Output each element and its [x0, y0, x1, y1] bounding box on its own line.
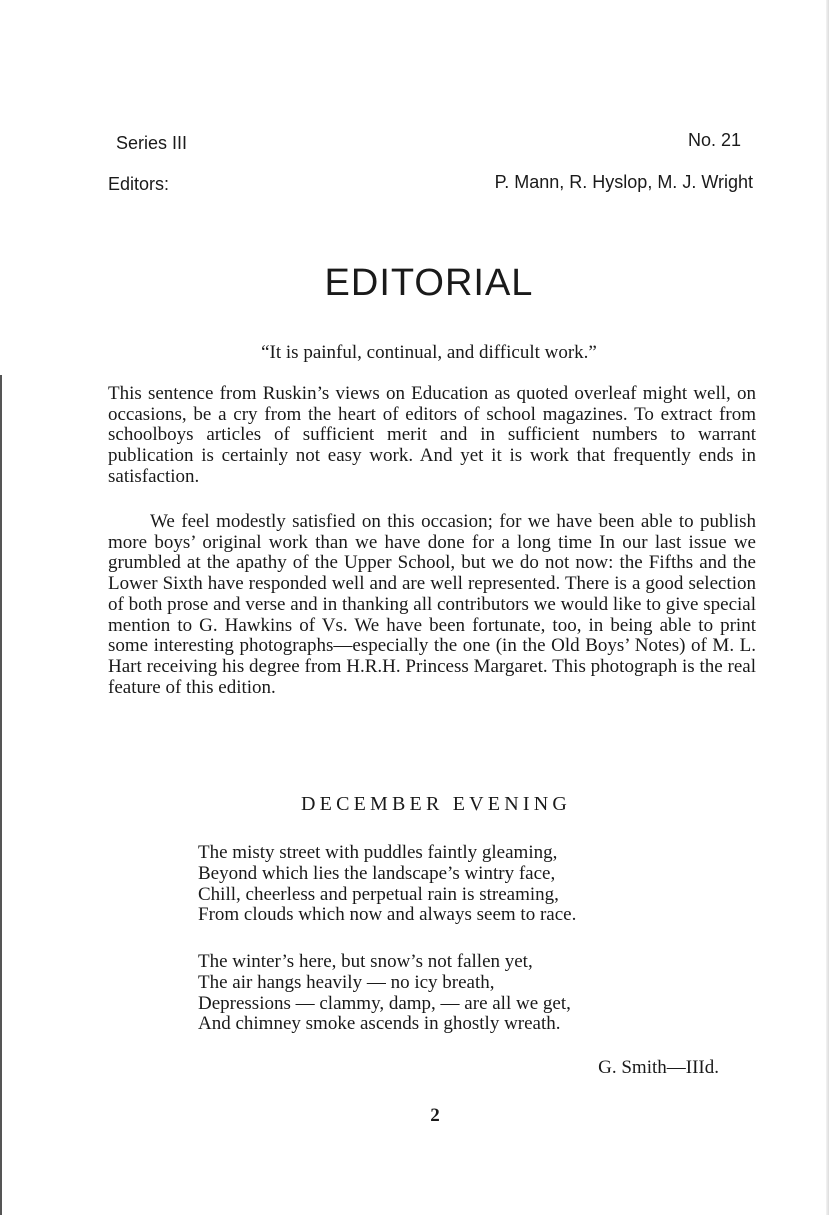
- poem-line: The air hangs heavily — no icy breath,: [198, 971, 495, 993]
- poem-stanza-1: [198, 843, 576, 926]
- editorial-quote: “It is painful, continual, and difficult work.”: [261, 342, 597, 363]
- poem-author: G. Smith—IIId.: [598, 1057, 719, 1078]
- editorial-title: EDITORIAL: [324, 262, 534, 304]
- page-number: 2: [430, 1105, 440, 1126]
- poem-line: Depressions — clammy, damp, — are all we get,: [198, 992, 571, 1014]
- series-label: Series III: [116, 133, 188, 153]
- editorial-paragraph-1: This sentence from Ruskin’s views on Education as quoted overleaf might well, on occasions, be a cry from the heart of editors of school magazines. To extract from schoolboys articles of sufficient merit and in sufficient numbers to warrant publication is certainly not easy work. And yet it is work that frequently ends in satisfaction.: [108, 383, 756, 487]
- poem-title: DECEMBER EVENING: [301, 793, 571, 815]
- poem-line: Chill, cheerless and perpetual rain is streaming,: [198, 883, 559, 905]
- editors-label: Editors:: [108, 174, 170, 194]
- issue-number: No. 21: [687, 130, 741, 150]
- poem-line: Beyond which lies the landscape’s wintry face,: [198, 862, 556, 884]
- poem-line: And chimney smoke ascends in ghostly wreath.: [198, 1013, 561, 1035]
- poem-line: From clouds which now and always seem to race.: [198, 904, 577, 926]
- editorial-paragraph-2: We feel modestly satisfied on this occasion; for we have been able to publish more boys’ original work than we have done for a long time In our last issue we grumbled at the apathy of the Upper School, but we do not now: the Fifths and the Lower Sixth have responded well and are well represented. There is a good selection of both prose and verse and in thanking all contributors we would like to give special mention to G. Hawkins of Vs. We have been fortunate, too, in being able to print some interesting photographs—especially the one (in the Old Boys’ Notes) of M. L. Hart receiving his degree from H.R.H. Princess Margaret. This photograph is the real feature of this edition.: [108, 511, 756, 698]
- poem-line: The winter’s here, but snow’s not fallen yet,: [198, 951, 533, 972]
- poem-line: The misty street with puddles faintly gleaming,: [198, 842, 558, 863]
- poem-stanza-2: [198, 952, 571, 1035]
- editors-names: P. Mann, R. Hyslop, M. J. Wright: [494, 172, 753, 192]
